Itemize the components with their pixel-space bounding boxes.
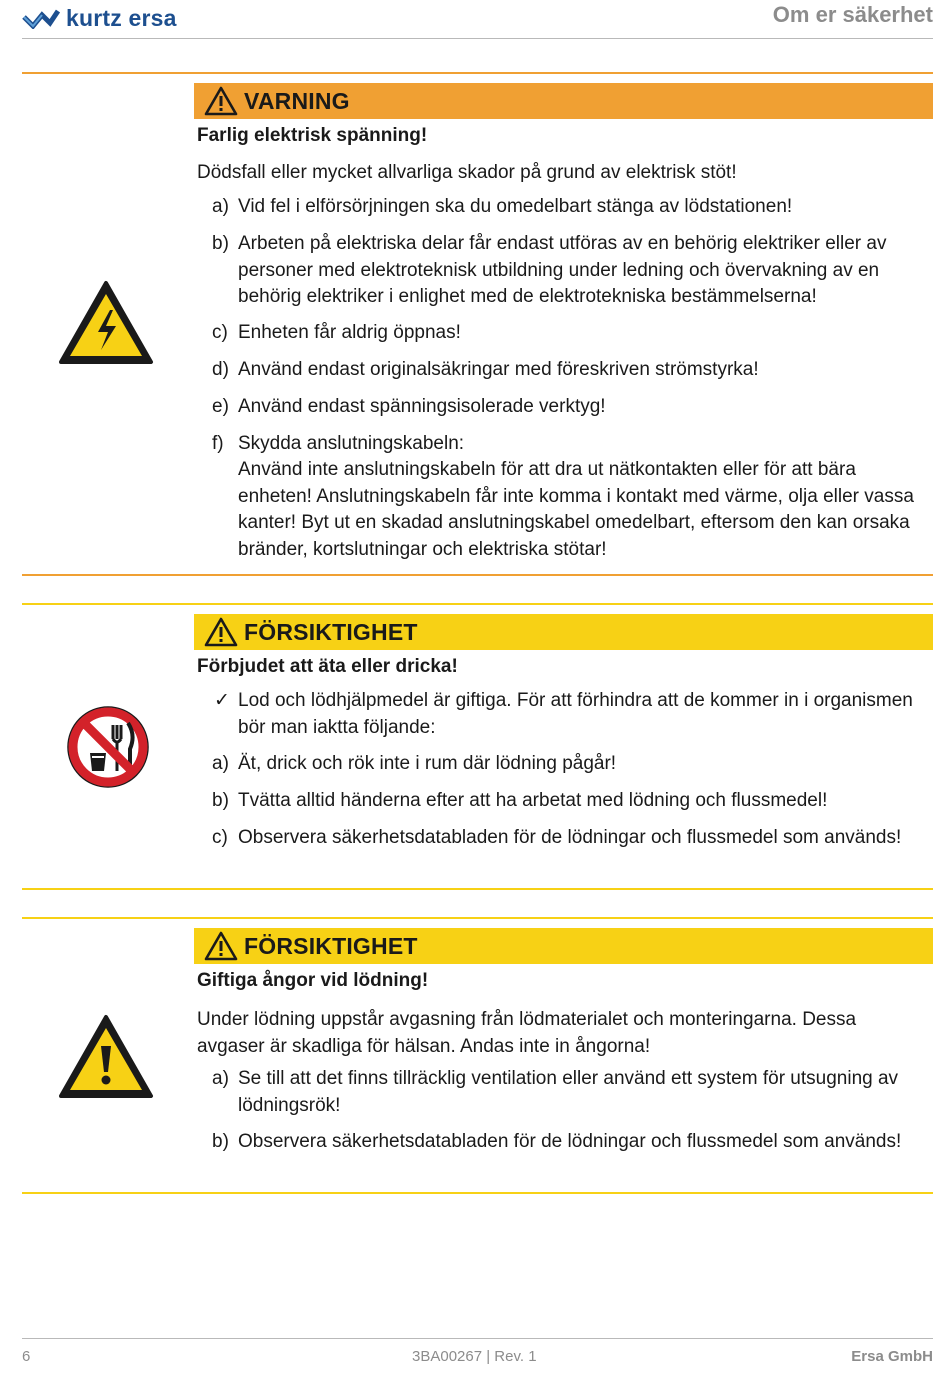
caution-section-eating: [22, 603, 933, 890]
list-item-label: a): [212, 196, 229, 217]
page-footer: [22, 1338, 933, 1376]
list-item-text: Använd endast spänningsisolerade verktyg!: [238, 396, 606, 417]
warning-section-electrical: [22, 72, 933, 577]
check-item-text: Lod och lödhjälpmedel är giftiga. För att förhindra att de kommer in i organismen bör man iaktta följande:: [238, 690, 913, 738]
list-item-text: Observera säkerhetsdatabladen för de lödningar och flussmedel som används!: [238, 1131, 902, 1152]
section-intro: Dödsfall eller mycket allvarliga skador på grund av elektrisk stöt!: [197, 162, 737, 183]
caution-banner-label: FÖRSIKTIGHET: [244, 618, 418, 645]
section-bottom-rule: [22, 888, 933, 890]
list-item-text: Skydda anslutningskabeln:: [238, 433, 465, 454]
electrical-hazard-icon: [58, 280, 154, 376]
section-heading: Förbjudet att äta eller dricka!: [197, 656, 458, 677]
company-name: Ersa GmbH: [851, 1348, 933, 1365]
section-bottom-rule: [22, 1192, 933, 1194]
warning-triangle-icon: [204, 617, 238, 647]
section-bottom-rule: [22, 574, 933, 576]
list-item-text: Tvätta alltid händerna efter att ha arbetat med lödning och flussmedel!: [238, 790, 828, 811]
page-header: [22, 0, 933, 39]
list-item-label: b): [212, 233, 229, 254]
document-reference: 3BA00267 | Rev. 1: [412, 1348, 537, 1365]
section-top-rule: [22, 603, 933, 605]
warning-banner: [194, 83, 933, 119]
no-eating-drinking-icon: [66, 705, 162, 801]
caution-banner: [194, 928, 933, 964]
logo-text: kurtz ersa: [66, 4, 177, 31]
list-item-label: a): [212, 1068, 229, 1089]
list-item-label: c): [212, 827, 228, 848]
list-item-detail-text: Använd inte anslutningskabeln för att dra ut nätkontakten eller för att bära enheten! Anslutningskabeln får inte komma i kontakt med värme, olja eller vassa kanter! Byt ut en skadad anslutningskabel omedelbart, eftersom den kan orsaka bränder, kortslutningar och elektriska stötar!: [238, 459, 914, 560]
list-item-text: Använd endast originalsäkringar med föreskriven strömstyrka!: [238, 359, 759, 380]
warning-triangle-icon: [204, 931, 238, 961]
list-item-label: c): [212, 322, 228, 343]
list-item-label: f): [212, 433, 224, 454]
warning-triangle-icon: [204, 86, 238, 116]
caution-banner: [194, 614, 933, 650]
list-item-text: Ät, drick och rök inte i rum där lödning pågår!: [238, 753, 617, 774]
list-item-text: Se till att det finns tillräcklig ventilation eller använd ett system för utsugning av lödningsrök!: [238, 1068, 899, 1116]
list-item-label: e): [212, 396, 229, 417]
general-warning-icon: [58, 1014, 154, 1110]
section-heading: Giftiga ångor vid lödning!: [197, 970, 429, 991]
section-top-rule: [22, 72, 933, 74]
list-item-text: Vid fel i elförsörjningen ska du omedelbart stänga av lödstationen!: [238, 196, 793, 217]
page-title: Om er säkerhet: [772, 2, 933, 27]
list-item-label: a): [212, 753, 229, 774]
checkmark-icon: ✓: [214, 690, 230, 711]
list-item-label: d): [212, 359, 229, 380]
section-heading: Farlig elektrisk spänning!: [197, 125, 428, 146]
caution-section-fumes: [22, 917, 933, 1197]
section-intro: Under lödning uppstår avgasning från lödmaterialet och monteringarna. Dessa avgaser är skadliga för hälsan. Andas inte in ångorna!: [197, 1009, 857, 1057]
list-item-text: Arbeten på elektriska delar får endast utföras av en behörig elektriker eller av personer med elektroteknisk utbildning under ledning och övervakning av en behörig elektriker i enlighet med de elektrotekniska bestämmelserna!: [238, 233, 887, 307]
list-item-text: Enheten får aldrig öppnas!: [238, 322, 461, 343]
ersa-wave-logo-icon: [22, 7, 60, 29]
list-item-label: b): [212, 790, 229, 811]
kurtz-ersa-logo: [22, 4, 177, 32]
caution-banner-label: FÖRSIKTIGHET: [244, 932, 418, 959]
section-top-rule: [22, 917, 933, 919]
page-number: 6: [22, 1348, 31, 1365]
list-item-label: b): [212, 1131, 229, 1152]
list-item-text: Observera säkerhetsdatabladen för de lödningar och flussmedel som används!: [238, 827, 902, 848]
warning-banner-label: VARNING: [244, 87, 350, 114]
